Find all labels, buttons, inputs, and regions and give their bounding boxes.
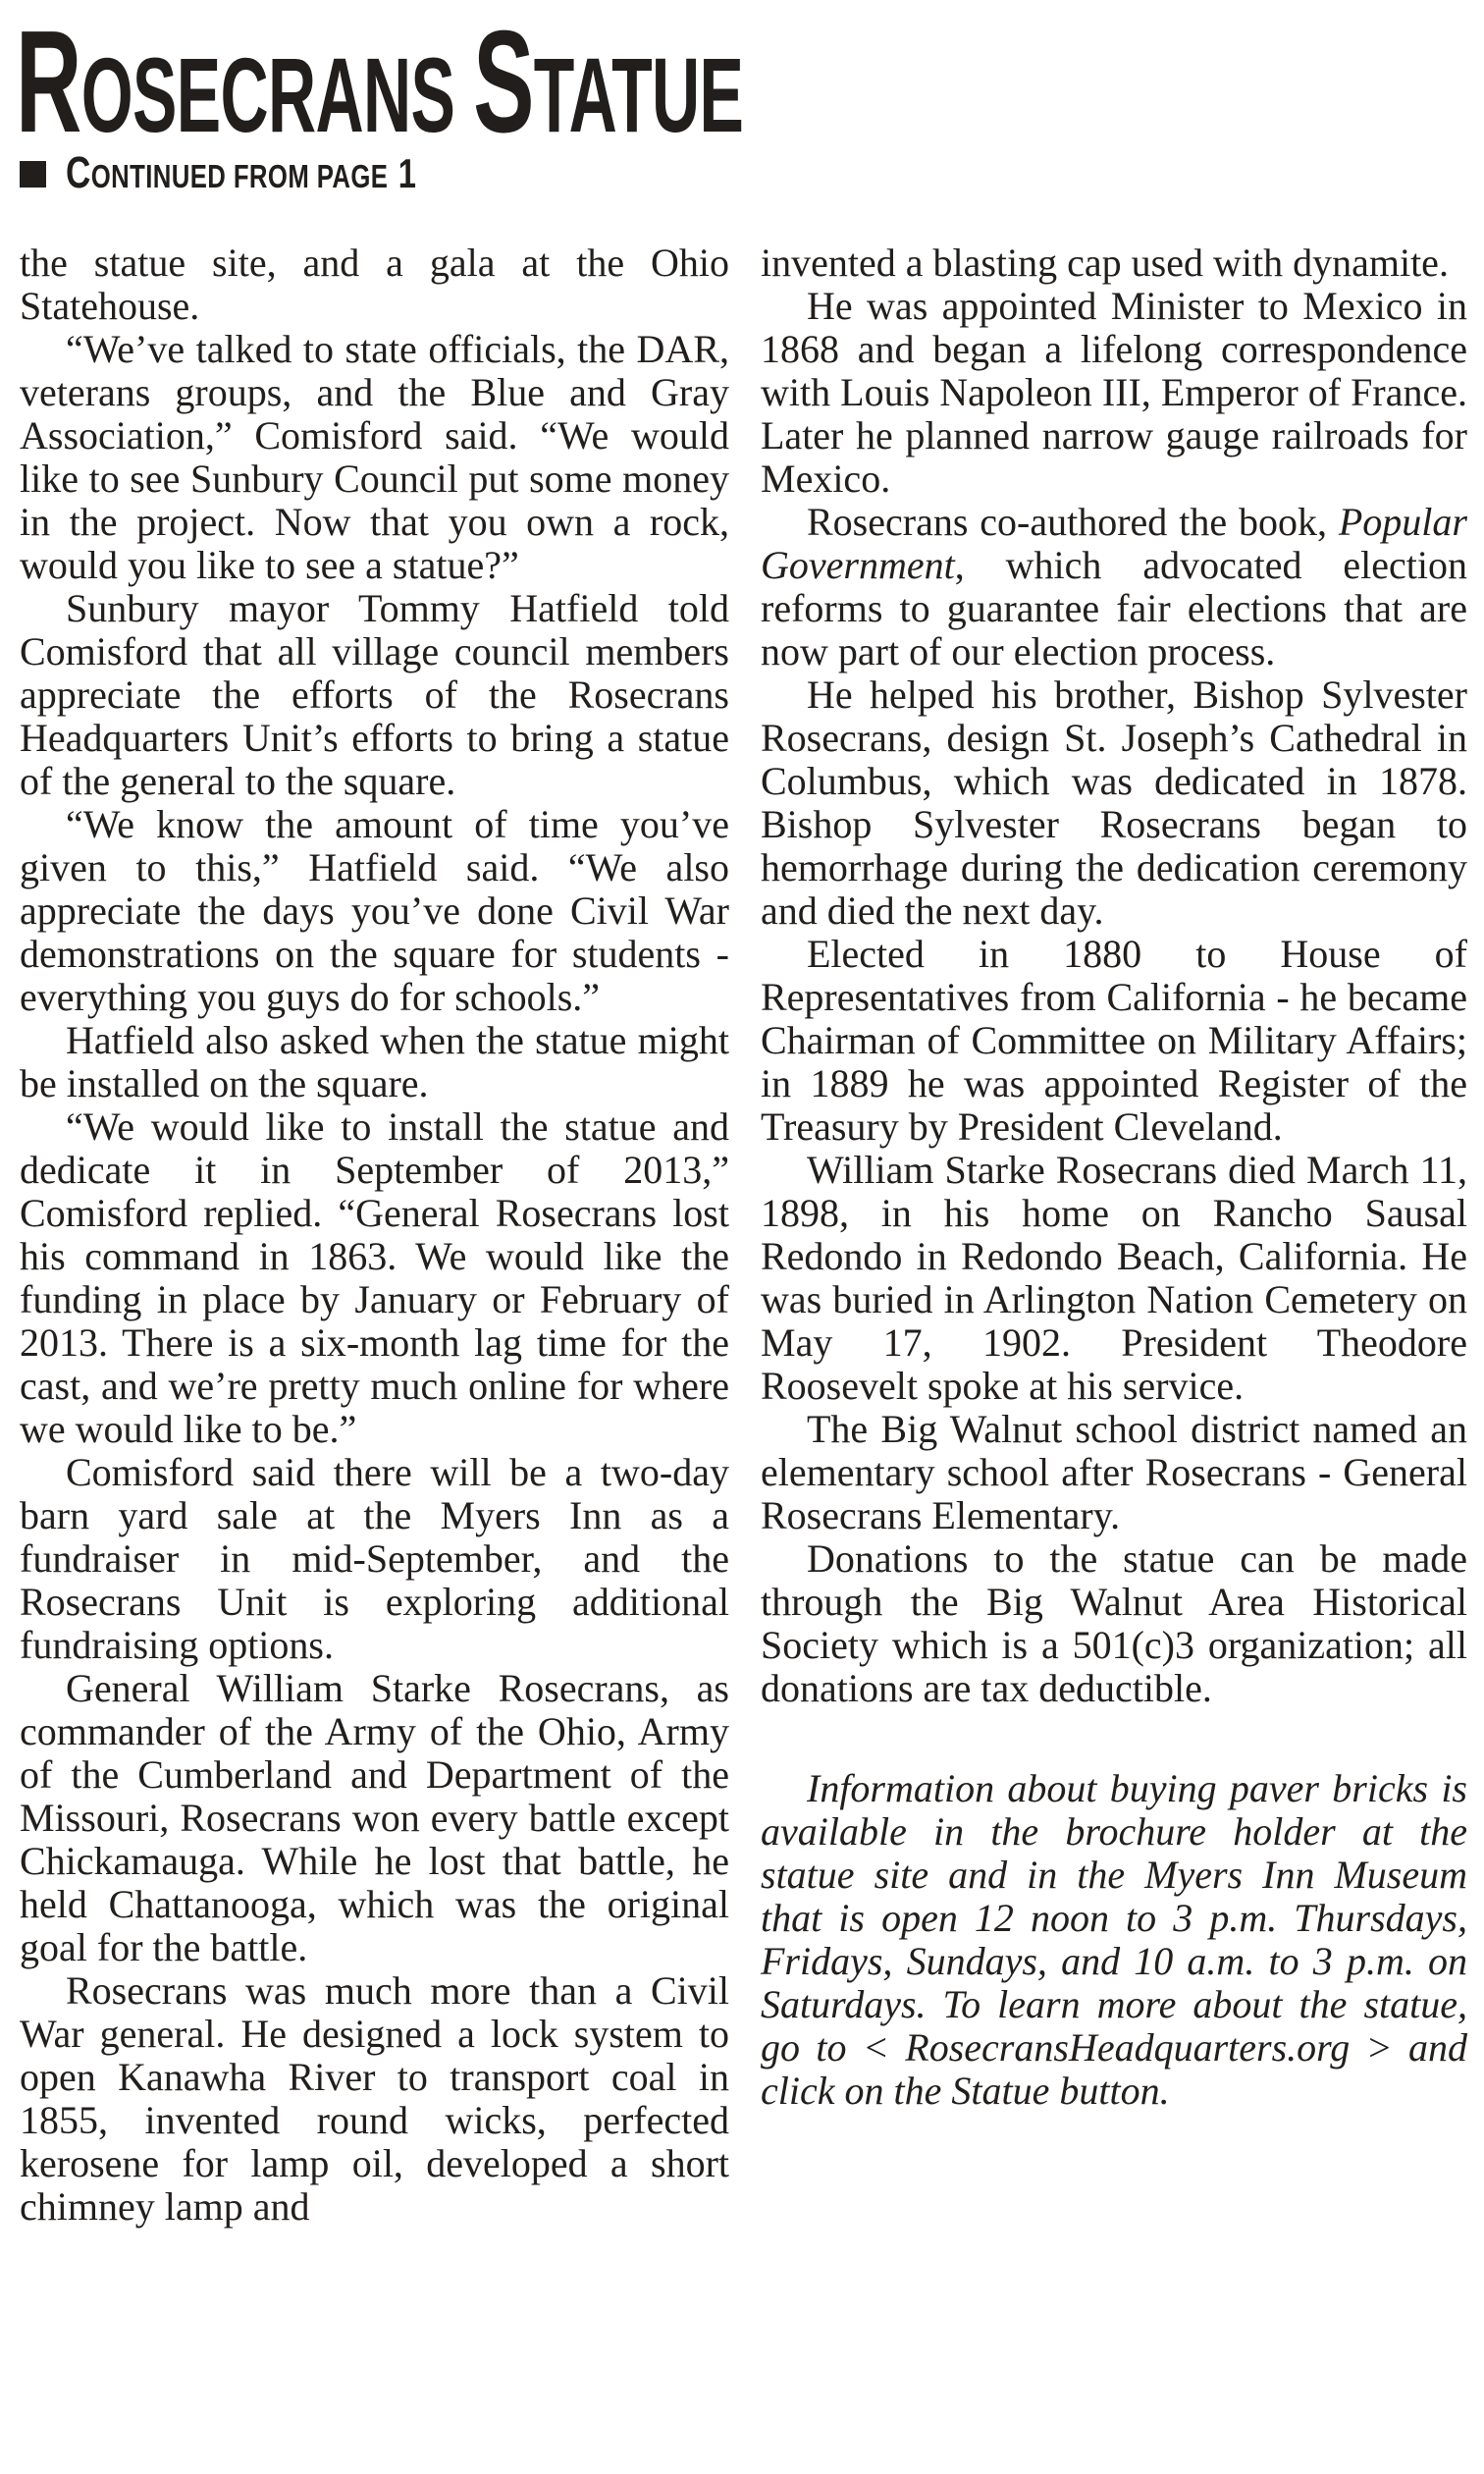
text-run: “We know the amount of time you’ve given to this,” Hatfield said. “We also appreciate the days you’ve done Civil War demonstrations on the square for students - everything you guys do for schools.” bbox=[20, 802, 729, 1019]
text-run: He was appointed Minister to Mexico in 1868 and began a lifelong correspondence with Louis Napoleon III, Emperor of France. Later he planned narrow gauge railroads for Mexico. bbox=[761, 284, 1467, 501]
continued-rest: ONTINUED FROM PAGE bbox=[90, 158, 389, 194]
text-run: “We would like to install the statue and dedicate it in September of 2013,” Comisford replied. “General Rosecrans lost his command in 1863. We would like the funding in place by January or February of 2013. There is a six-month lag time for the cast, and we’re pretty much online for where we would like to be.” bbox=[20, 1104, 729, 1451]
title-word1-initial: R bbox=[16, 1, 81, 163]
paragraph bbox=[20, 242, 729, 328]
continued-from-line bbox=[20, 147, 1467, 197]
text-run: The Big Walnut school district named an elementary school after Rosecrans - General Rosecrans Elementary. bbox=[761, 1407, 1467, 1537]
text-run: “We’ve talked to state officials, the DAR, veterans groups, and the Blue and Gray Association,” Comisford said. “We would like to see Sunbury Council put some money in the project. Now that you own a rock, would you like to see a statue?” bbox=[20, 327, 729, 587]
paragraph bbox=[761, 501, 1467, 673]
text-run: Sunbury mayor Tommy Hatfield told Comisford that all village council members appreciate the efforts of the Rosecrans Headquarters Unit’s efforts to bring a statue of the general to the square. bbox=[20, 586, 729, 803]
paragraph bbox=[20, 1105, 729, 1451]
continued-initial: C bbox=[66, 147, 91, 197]
continued-from-text bbox=[66, 147, 416, 198]
paragraph bbox=[20, 1969, 729, 2229]
paragraph bbox=[20, 587, 729, 803]
text-run: Rosecrans was much more than a Civil War general. He designed a lock system to open Kanawha River to transport coal in 1855, invented round wicks, perfected kerosene for lamp oil, developed a short chimney lamp and bbox=[20, 1968, 729, 2229]
paragraph bbox=[761, 1537, 1467, 1710]
text-run: Hatfield also asked when the statue might be installed on the square. bbox=[20, 1018, 729, 1105]
paragraph bbox=[761, 242, 1467, 285]
paragraph bbox=[761, 673, 1467, 933]
text-run: General William Starke Rosecrans, as commander of the Army of the Ohio, Army of the Cumberland and Department of the Missouri, Rosecrans won every battle except Chickamauga. While he lost that battle, he held Chattanooga, which was the original goal for the battle. bbox=[20, 1666, 729, 1969]
paragraph bbox=[761, 1408, 1467, 1537]
text-run: William Starke Rosecrans died March 11, 1898, in his home on Rancho Sausal Redondo in Redondo Beach, California. He was buried in Arlington Nation Cemetery on May 17, 1902. President Theodore Roosevelt spoke at his service. bbox=[761, 1148, 1467, 1408]
text-run: Elected in 1880 to House of Representatives from California - he became Chairman of Committee on Military Affairs; in 1889 he was appointed Register of the Treasury by President Cleveland. bbox=[761, 932, 1467, 1149]
paragraph bbox=[761, 933, 1467, 1149]
paragraph bbox=[20, 328, 729, 587]
title-word2-rest: TATUE bbox=[533, 35, 744, 154]
title-word2-initial: S bbox=[473, 1, 534, 163]
article-left-column bbox=[20, 242, 729, 2229]
text-run: Donations to the statue can be made through the Big Walnut Area Historical Society which is a 501(c)3 organization; all donations are tax deductible. bbox=[761, 1536, 1467, 1710]
paragraph bbox=[761, 285, 1467, 501]
article-title bbox=[16, 1, 930, 163]
article-right-column bbox=[761, 242, 1467, 2229]
article-header bbox=[16, 1, 1467, 197]
continued-page-number: 1 bbox=[398, 150, 417, 196]
paragraph bbox=[20, 1019, 729, 1105]
paragraph bbox=[20, 803, 729, 1019]
italic-text-run: Popular Government bbox=[761, 500, 1467, 587]
paragraph bbox=[761, 1149, 1467, 1408]
article-body bbox=[20, 242, 1467, 2229]
title-word1-rest: OSECRANS bbox=[80, 35, 455, 154]
text-run: Rosecrans co-authored the book, bbox=[807, 500, 1339, 544]
text-run: He helped his brother, Bishop Sylvester Rosecrans, design St. Joseph’s Cathedral in Columbus, which was dedicated in 1878. Bishop Sylvester Rosecrans began to hemorrhage during the dedication ceremony and died the next day. bbox=[761, 672, 1467, 933]
text-run: Information about buying paver bricks is available in the brochure holder at the statue site and in the Myers Inn Museum that is open 12 noon to 3 p.m. Thursdays, Fridays, Sundays, and 10 a.m. to 3 p.m. on Saturdays. To learn more about the statue, go to < RosecransHeadquarters.org > and click on the Statue button. bbox=[761, 1766, 1467, 2113]
text-run: invented a blasting cap used with dynamite. bbox=[761, 241, 1449, 285]
text-run: Comisford said there will be a two-day barn yard sale at the Myers Inn as a fundraiser in mid-September, and the Rosecrans Unit is exploring additional fundraising options. bbox=[20, 1450, 729, 1667]
section-marker-square-icon bbox=[20, 161, 46, 188]
text-run: the statue site, and a gala at the Ohio Statehouse. bbox=[20, 241, 729, 328]
paragraph bbox=[761, 1767, 1467, 2113]
paragraph bbox=[20, 1451, 729, 1667]
paragraph bbox=[20, 1667, 729, 1969]
text-run: , which advocated election reforms to guarantee fair elections that are now part of our election process. bbox=[761, 543, 1467, 673]
